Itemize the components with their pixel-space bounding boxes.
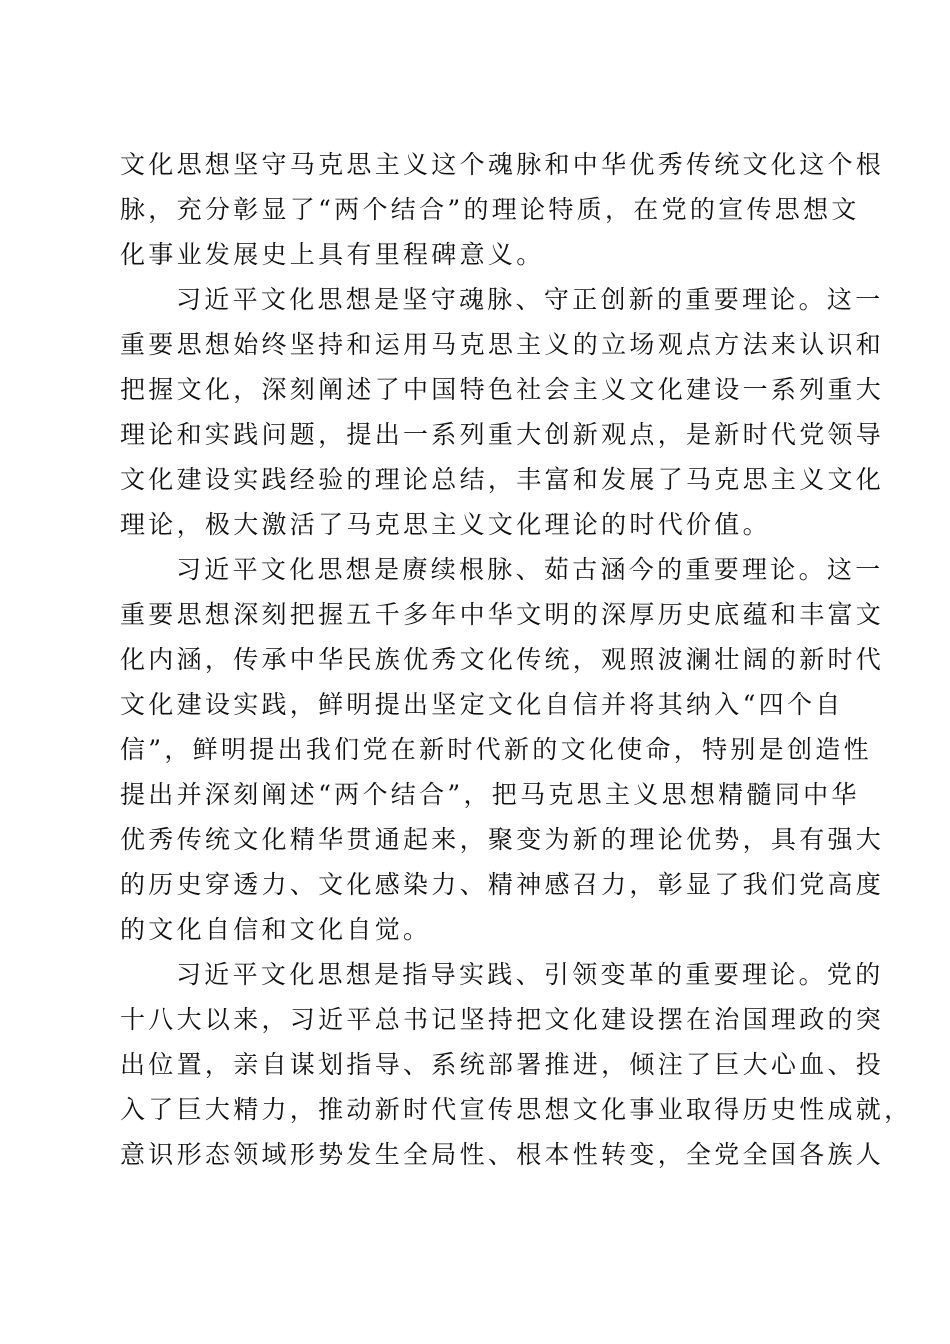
text-line: 入了巨大精力，推动新时代宣传思想文化事业取得历史性成就， [120,1095,913,1124]
text-line: 文化建设实践，鲜明提出坚定文化自信并将其纳入“四个自 [120,690,844,719]
text-line: 理论和实践问题，提出一系列重大创新观点，是新时代党领导 [120,420,885,449]
text-line: 意识形态领域形势发生全局性、根本性转变，全党全国各族人 [120,1140,885,1169]
text-line: 理论，极大激活了马克思主义文化理论的时代价值。 [120,510,771,539]
text-line: 文化思想坚守马克思主义这个魂脉和中华优秀传统文化这个根 [120,150,885,179]
text-line: 化内涵，传承中华民族优秀文化传统，观照波澜壮阔的新时代 [120,645,885,674]
text-line: 提出并深刻阐述“两个结合”，把马克思主义思想精髓同中华 [120,780,860,809]
text-line: 信”，鲜明提出我们党在新时代新的文化使命，特别是创造性 [120,735,872,764]
text-line: 优秀传统文化精华贯通起来，聚变为新的理论优势，具有强大 [120,825,885,854]
text-line: 的文化自信和文化自觉。 [120,915,432,944]
paragraph-start-line: 习近平文化思想是赓续根脉、茹古涵今的重要理论。这一 [176,555,884,584]
text-line: 重要思想始终坚持和运用马克思主义的立场观点方法来认识和 [120,330,885,359]
paragraph-start-line: 习近平文化思想是坚守魂脉、守正创新的重要理论。这一 [176,285,884,314]
text-line: 脉，充分彰显了“两个结合”的理论特质，在党的宣传思想文 [120,195,860,224]
paragraph-start-line: 习近平文化思想是指导实践、引领变革的重要理论。党的 [176,960,884,989]
text-line: 的历史穿透力、文化感染力、精神感召力，彰显了我们党高度 [120,870,885,899]
text-line: 十八大以来，习近平总书记坚持把文化建设摆在治国理政的突 [120,1005,885,1034]
text-line: 文化建设实践经验的理论总结，丰富和发展了马克思主义文化 [120,465,885,494]
text-line: 化事业发展史上具有里程碑意义。 [120,240,545,269]
text-line: 重要思想深刻把握五千多年中华文明的深厚历史底蕴和丰富文 [120,600,885,629]
text-line: 把握文化，深刻阐述了中国特色社会主义文化建设一系列重大 [120,375,885,404]
body-text [120,142,913,1177]
text-line: 出位置，亲自谋划指导、系统部署推进，倾注了巨大心血、投 [120,1050,885,1079]
